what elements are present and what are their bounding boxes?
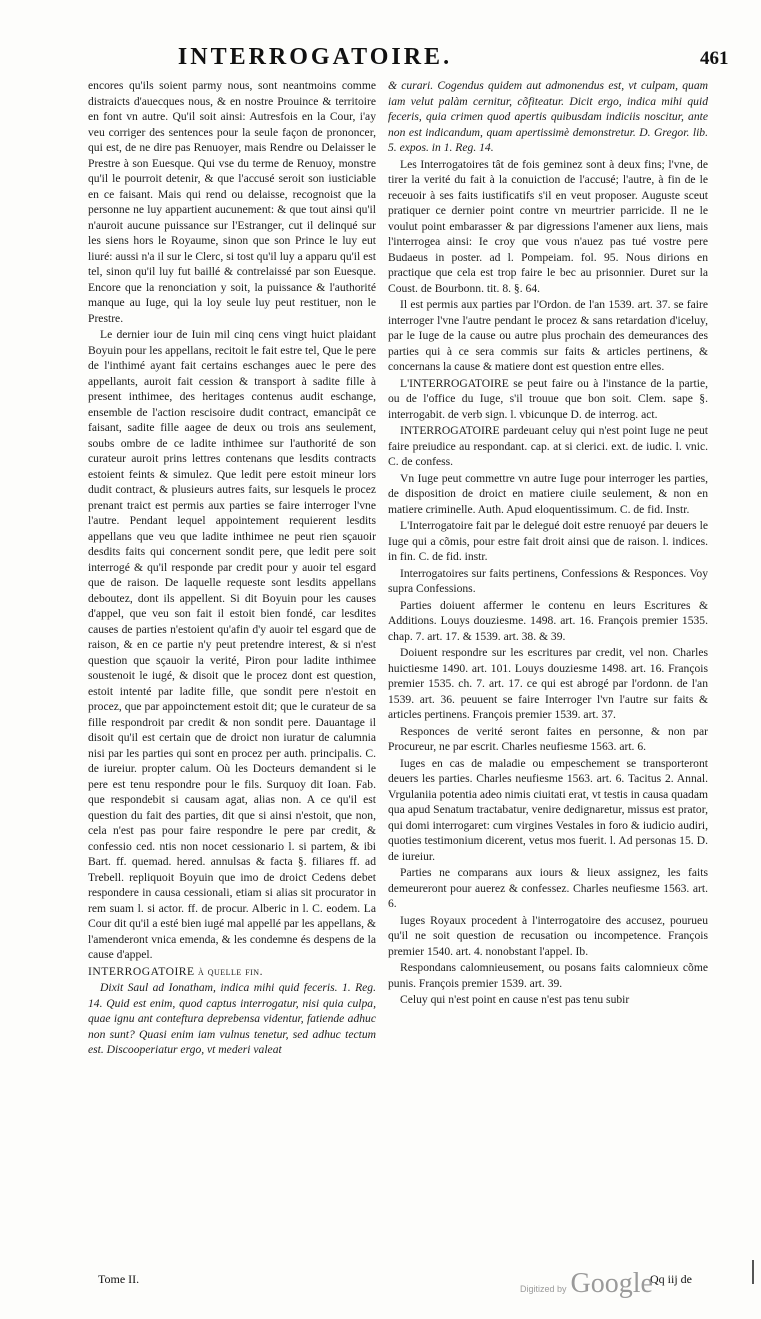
left-column [88, 78, 376, 1059]
right-paragraph-14: Iuges Royaux procedent à l'interrogatoire des accusez, pourueu qu'il ne soit question de recusation ou incompetence. François premier 1540. art. 4. nonobstant l'appel. Ib. [388, 913, 708, 958]
watermark-small-text: Digitized by [520, 1284, 567, 1294]
right-paragraph-5: INTERROGATOIRE pardeuant celuy qui n'est point Iuge ne peut faire preiudice au respondant. cap. at si clerici. ext. de iudic. l. vnic. C. de confess. [388, 424, 708, 468]
page-number: 461 [700, 48, 729, 69]
right-paragraph-6: Vn Iuge peut commettre vn autre Iuge pour interroger les parties, de disposition de droict en matiere ciuile seulement, & non en matiere criminelle. Auth. Apud eloquentissimum. C. de fid. Instr. [388, 471, 708, 516]
right-paragraph-3: Il est permis aux parties par l'Ordon. de l'an 1539. art. 37. se faire interroger l'vne l'autre pendant le procez & sans retardation d'iceluy, par le Iuge de la cause ou autre plus prochain des demeurances des parties qui à ce sera commis sur faits & articles pertinens, & concernans la cause & matiere dont est question entre elles. [388, 298, 708, 373]
right-paragraph-15: Respondans calomnieusement, ou posans faits calomnieux cõme punis. François premier 1539. art. 39. [388, 961, 708, 990]
right-paragraph-16: Celuy qui n'est point en cause n'est pas tenu subir [400, 993, 630, 1006]
paragraph-3: Dixit Saul ad Ionatham, indica mihi quid feceris. 1. Reg. 14. Quid est enim, quod captus interrogatur, nisi quia culpa, quae ignu ant conteftura deprebensa videntur, fatiende adhuc non sunt? Quasi enim iam vulnus tenetur, sed adhuc tectum est. Discooperiatur ergo, vt mederi valeat [88, 981, 376, 1056]
running-head: INTERROGATOIRE. [177, 44, 453, 70]
section-heading: INTERROGATOIRE à quelle fin. [88, 964, 263, 978]
right-paragraph-13: Parties ne comparans aux iours & lieux assignez, les faits demeureront pour auerez & confessez. Charles neufiesme 1563. art. 6. [388, 866, 708, 910]
digitized-watermark [520, 1268, 653, 1300]
right-paragraph-4: L'INTERROGATOIRE se peut faire ou à l'instance de la partie, ou de l'office du Iuge, s'il trouue que bon soit. Clem. sape §. interrogabit. de verb sign. l. vbicunque D. de interrog. act. [388, 376, 708, 421]
volume-label: Tome II. [98, 1272, 140, 1286]
right-paragraph-2: Les Interrogatoires tât de fois geminez sont à deux fins; l'vne, de tirer la verité du fait à la conuiction de l'accusé; l'autre, à fin de le receuoir à ses faits iustificatifs s'il en veut proposer. Auguste sceut pratiquer ce dernier point contre vn meurtrier parricide. Il ne le voulut point embarasser & par digressions l'amener aux liens, mais l'interrogea ainsi: Ie croy que vous n'auez pas tué vostre pere Budaeus in poster. ad l. Pompeiam. fol. 95. Nous dirions en practique que cela est trop faire le bec au prisonnier. Duret sur la Coust. de Bourbonn. tit. 8. §. 64. [388, 157, 708, 295]
paragraph-1: encores qu'ils soient parmy nous, sont neantmoins comme distraicts d'auecques nous, & en nostre Prouince & territoire en font vn autre. Qu'il soit ainsi: Autresfois en la Cour, i'ay veu corriger des sentences pour la seule façon de prononcer, qui est, de ne dire pas Renuoyer, mais Rendre ou Delaisser le Prestre à son Euesque. Qui vse du terme de Renuoy, monstre qu'il le pourroit detenir, & que l'accusé seroit son iusticiable en ce faisant. Mais qui rend ou delaisse, recognoist que la personne ne luy appartient aucunement: & que tout ainsi qu'il n'auroit aucune puissance sur l'Estranger, cut il delinqué sur les siens hors le Royaume, sinon que son Prince le luy eut liuré: aussi n'a il sur le Clerc, si tost qu'il luy a apparu qu'il est tel, sinon qu'il luy fut baillé & contrelaissé par son Euesque. Encore que la renonciation y soit, la puissance & l'authorité manque au Iuge, qui la loy seule luy peut restituer, non le Prestre. [88, 79, 376, 325]
right-paragraph-10: Doiuent respondre sur les escritures par credit, vel non. Charles huictiesme 1490. art. 101. Louys douziesme 1498. art. 16. François premier 1535. ch. 7. art. 17. ce qui est abrogé par l'ordonn. de l'an 1539. art. 36. peuuent se faire Interroger l'vn l'autre sur faits & articles pertinens. François premier 1539. art. 37. [388, 646, 708, 721]
google-logo: Google [570, 1268, 653, 1299]
paragraph-2: Le dernier iour de Iuin mil cinq cens vingt huict plaidant Boyuin pour les appellans, recitoit le fait estre tel, Que le pere de l'inthimé ayant fait certains eschanges auec le pere des appellants, auroit fait cession & transport à sadite fille à present inthimee, des heritages contenus audit eschange, ensemble de l'action rescisoire dudit contract, emancipât ce faisant, sadite fille aagee de deux ou trois ans seulement, soubs ombre de ce ladite inthimee sur l'authorité de son curateur auroit prins lettres contenans que lesdits contracts estoient feints & simulez. Que ledit pere estoit mineur lors dudit contract, & plusieurs autres faits, sur lesquels le procez prenant traict est permis aux parties se faire interroger l'vne l'autre. Pendant lequel appointement requierent lesdits appellans que veu que ladite inthimee ne peut rien sçauoir desdits faits qui concernent sondit pere, que ledit pere soit interrogé & qu'il responde par credit pour y auoir tel esgard que de raison. De laquelle requeste sont lesdits appellans deboutez, dont ils appellent. Si dit Boyuin pour les causes d'appel, que veu son fait il estoit bien fondé, car lesdites causes de parties n'estoient qu'afin d'y auoir tel esgard que de raison, & en ce partie n'y peut pretendre interest, & si n'est question que sçauoir la verité, Piron pour ladite inthimee soustenoit le iugé, & disoit que le procez dont est question, estoit intenté par ladite fille, que sondit pere n'estoit en procez, que par appoinctement estoit dit; que le curateur de sa fille respondroit par credit & non sondit pere. Dauantage il disoit qu'il est certain que de droict non iuratur de calumnia nisi par les parties qui sont en procez per auth. principalis. C. de iureiur. propter calum. Où les Docteurs demandent si le pere est tenu respondre pour le fils. Surquoy dit Ioan. Fab. que respondebit si causam agat, alias non. A ce qu'il est question du fait des parties, dit que si ainsi n'estoit, que non, cela n'est pas pour faire respondre le pere par credit, & confessio ced. ntis non nocet cessionario l. si partem, & ibi Bart. ff. quemad. hered. annulsas & facta §. filiares ff. ad Trebell. repliquoit Boyuin que imo de droict Cedens debet respondere in causa cessionali, etiam si alias sit procurator in rem suam l. si actor. ff. de procur. Alberic in l. C. eodem. La Cour dit qu'il a esté bien iugé mal appellé par les appellans, & l'amenderont vnica emenda, & les condemne és despens de la cause d'appel. [88, 328, 376, 961]
right-paragraph-7: L'Interrogatoire fait par le delegué doit estre renuoyé par deuers le Iuge qui a cõmis, pour estre fait droit ainsi que de raison. l. indices. in fin. C. de fid. instr. [388, 519, 708, 563]
right-column [388, 78, 708, 1009]
page-edge-mark [752, 1260, 754, 1284]
right-paragraph-8: Interrogatoires sur faits pertinens, Confessions & Responces. Voy supra Confessions. [388, 566, 708, 595]
right-paragraph-11: Responces de verité seront faites en personne, & non par Procureur, ne par escrit. Charles neufiesme 1563. art. 6. [388, 724, 708, 753]
right-paragraph-1: & curari. Cogendus quidem aut admonendus est, vt culpam, quam iam velut palàm cernitur, cõfiteatur. Dicit ergo, indica mihi quid feceris, quia crimen quod apertis quibusdam indiciis noscitur, ante non est indicandum, quam apertissimè demonstretur. D. Gregor. lib. 5. expos. in 1. Reg. 14. [388, 79, 708, 154]
right-paragraph-9: Parties doiuent affermer le contenu en leurs Escritures & Additions. Louys douziesme. 1498. art. 16. François premier 1535. chap. 7. art. 17. & 1539. art. 38. & 39. [388, 598, 708, 643]
signature-mark: Qq iij de [650, 1272, 692, 1286]
right-paragraph-12: Iuges en cas de maladie ou empeschement se transporteront deuers les parties. Charles neufiesme 1563. art. 6. Tacitus 2. Annal. Vrgulaniia potentia adeo nimis ciuitati erat, vt testis in causa quadam qua apud Senatum tractabatur, venire dedignaretur, missus est prator, qui domi interrogaret: cum virgines Vestales in foro & iudicio audiri, quoties testimonium dicerent, vetus mos fuerit. l. Ad personas 15. D. de iureiur. [388, 756, 708, 863]
